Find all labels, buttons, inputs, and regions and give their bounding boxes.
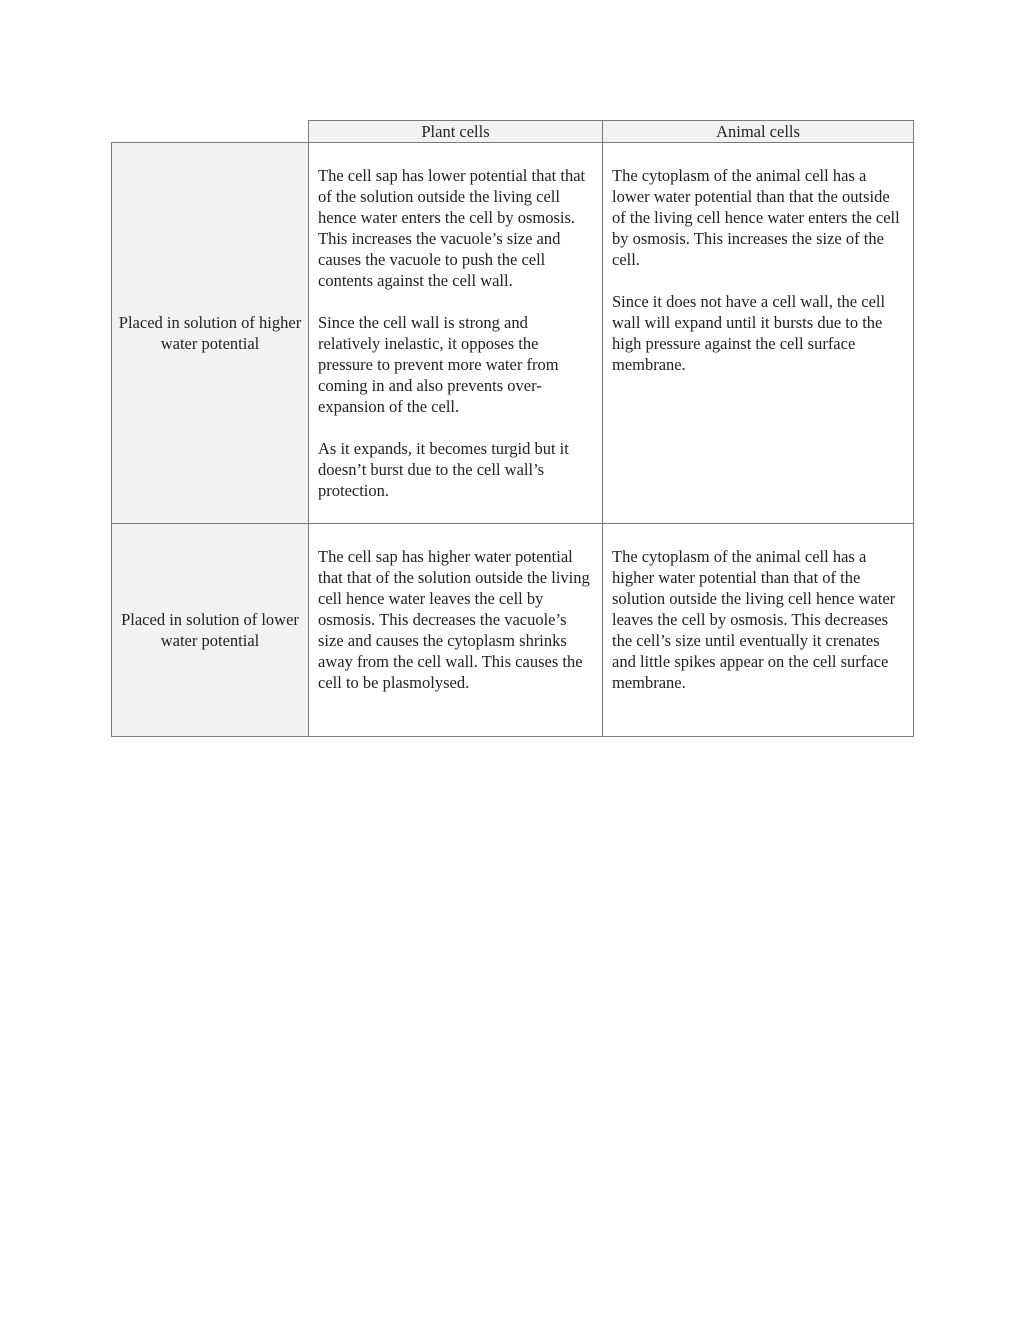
header-animal-cells: Animal cells: [603, 121, 914, 143]
paragraph: The cell sap has higher water potential that that of the solution outside the living cell hence water leaves the cell by osmosis. This decreases the vacuole’s size and causes the cytoplasm shrinks away from the cell wall. This causes the cell to be plasmolysed.: [318, 547, 590, 692]
comparison-table: [111, 120, 914, 737]
plant-cell-lower-cell: [309, 524, 603, 737]
animal-cell-lower-cell: [603, 524, 914, 737]
row-label-higher-water-potential: Placed in solution of higher water potential: [112, 143, 309, 524]
header-blank-cell: [112, 121, 309, 143]
paragraph: The cytoplasm of the animal cell has a higher water potential than that of the solution outside the living cell hence water leaves the cell by osmosis. This decreases the cell’s size until eventually it crenates and little spikes appear on the cell surface membrane.: [612, 547, 896, 692]
table-row: [112, 143, 914, 524]
row-label-lower-water-potential: Placed in solution of lower water potential: [112, 524, 309, 737]
header-plant-cells: Plant cells: [309, 121, 603, 143]
animal-cell-higher-cell: [603, 143, 914, 524]
paragraph: As it expands, it becomes turgid but it doesn’t burst due to the cell wall’s protection.: [318, 439, 569, 500]
paragraph: The cytoplasm of the animal cell has a lower water potential than that the outside of the living cell hence water enters the cell by osmosis. This increases the size of the cell.: [612, 166, 900, 269]
paragraph: Since the cell wall is strong and relatively inelastic, it opposes the pressure to prevent more water from coming in and also prevents over-expansion of the cell.: [318, 313, 559, 416]
header-row: [112, 121, 914, 143]
table-row: [112, 524, 914, 737]
paragraph: The cell sap has lower potential that that of the solution outside the living cell hence water enters the cell by osmosis. This increases the vacuole’s size and causes the vacuole to push the cell contents against the cell wall.: [318, 166, 586, 290]
paragraph: Since it does not have a cell wall, the cell wall will expand until it bursts due to the high pressure against the cell surface membrane.: [612, 292, 886, 374]
plant-cell-higher-cell: [309, 143, 603, 524]
